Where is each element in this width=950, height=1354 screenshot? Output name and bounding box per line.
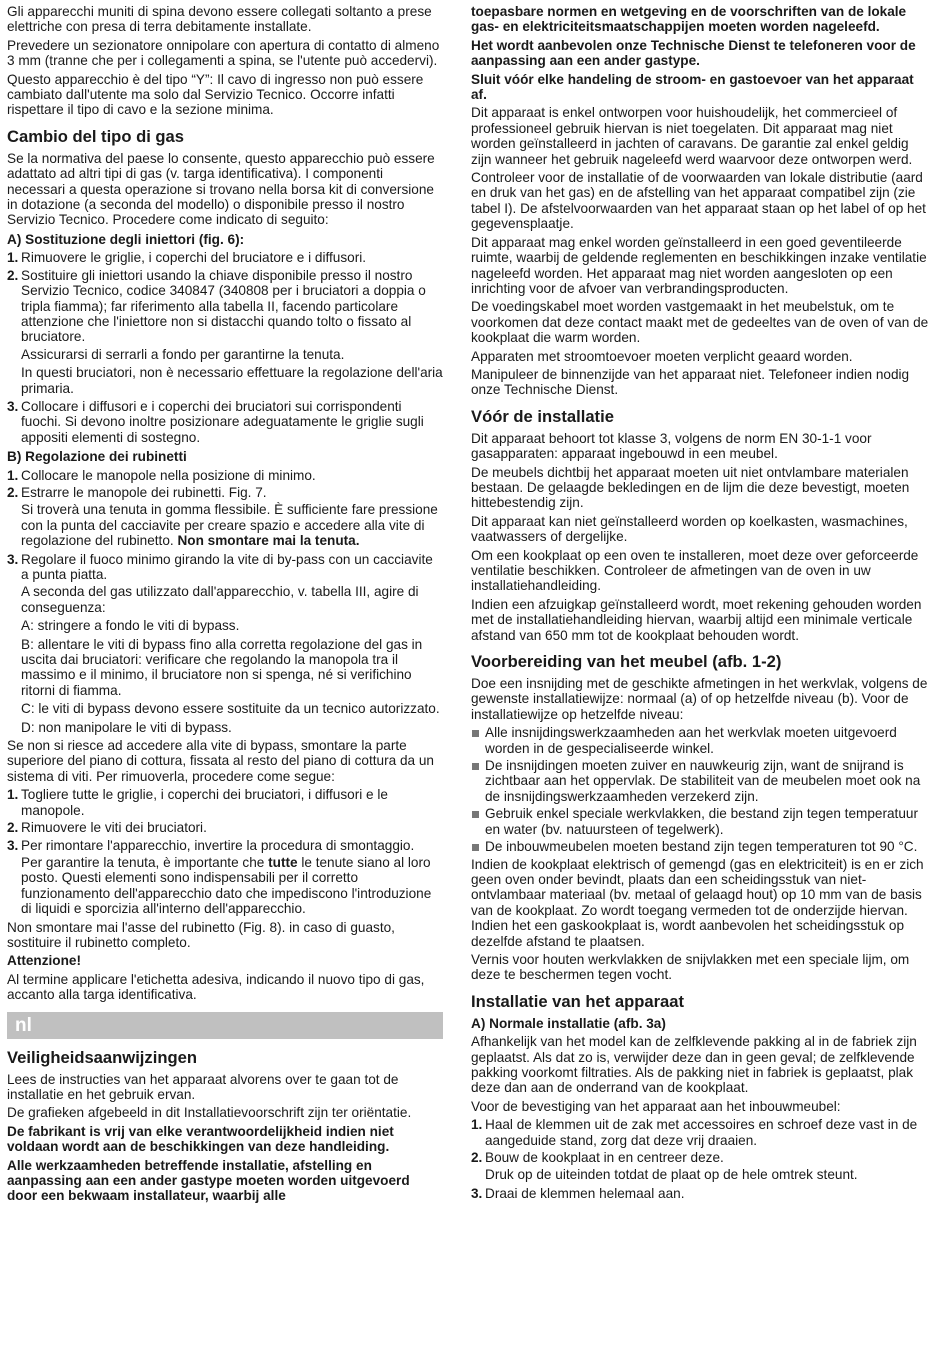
bullet-text: De insnijdingen moeten zuiver en nauwkeurig zijn, want de snijrand is zichtbaar aan het oppervlak. De stabiliteit van de meubelen moet ook na de insnijdingswerkzaamheden verzekerd zijn. bbox=[485, 758, 921, 804]
left-column bbox=[7, 4, 443, 1207]
paragraph: Doe een insnijding met de geschikte afmetingen in het werkvlak, volgens de gewenste installatiewijze: normaal (a) of op hetzelfde niveau (b). Voor de installatiewijze op hetzelfde niveau: bbox=[471, 676, 928, 722]
paragraph: Lees de instructies van het apparaat alvorens over te gaan tot de installatie en het gebruik ervan. bbox=[7, 1071, 399, 1102]
list-item bbox=[7, 485, 443, 500]
list-item bbox=[471, 1186, 931, 1201]
section-heading: Veiligheidsaanwijzingen bbox=[7, 1047, 197, 1067]
paragraph: Dit apparaat mag enkel worden geïnstalleerd in een goed geventileerde ruimte, waarbij de geldende reglementen en beschikkingen inzake ventilatie nageleefd worden. Het apparaat mag niet worden aangesloten op een inrichting voor de afvoer van verbrandingsproducten. bbox=[471, 234, 927, 296]
paragraph: Indien een afzuigkap geïnstalleerd wordt, moet rekening gehouden worden met de installatiehandleiding hiervan, waarbij altijd een minimale verticale afstand van 650 mm tot de kookplaat behouden wordt. bbox=[471, 596, 922, 643]
subsection-heading: A) Sostituzione degli iniettori (fig. 6): bbox=[7, 231, 245, 247]
indented-paragraph: Assicurarsi di serrarli a fondo per garantirne la tenuta. bbox=[21, 346, 345, 362]
paragraph: Dit apparaat is enkel ontworpen voor huishoudelijk, het commercieel of professioneel gebruik hiervan is niet toegelaten. Dit apparaat mag niet worden geïnstalleerd in jachten of caravans. De garantie zal enkel geldig zijn wanneer het gebruik nageleefd werd waarvoor deze ontworpen werd. bbox=[471, 105, 913, 167]
list-item bbox=[7, 552, 443, 583]
paragraph: Vernis voor houten werkvlakken de snijvlakken met een speciale lijm, om deze te beschermen tegen vocht. bbox=[471, 951, 910, 983]
section-heading: Voorbereiding van het meubel (afb. 1-2) bbox=[471, 652, 782, 672]
list-number: 1. bbox=[471, 1117, 483, 1133]
list-item bbox=[7, 268, 443, 345]
list-number: 3. bbox=[7, 398, 19, 414]
bullet-text: De inbouwmeubelen moeten bestand zijn tegen temperaturen tot 90 °C. bbox=[485, 839, 918, 855]
list-item-text: Draai de klemmen helemaal aan. bbox=[485, 1185, 685, 1201]
list-item-text: Estrarre le manopole dei rubinetti. Fig. 7. bbox=[21, 484, 267, 500]
paragraph: Voor de bevestiging van het apparaat aan het inbouwmeubel: bbox=[471, 1098, 841, 1114]
list-number: 1. bbox=[7, 250, 19, 266]
list-item-text: Bouw de kookplaat in en centreer deze. bbox=[485, 1150, 724, 1165]
paragraph: Om een kookplaat op een oven te installeren, moet deze over geforceerde ventilatie beschikken. Controleer de afmetingen van de oven in uw installatiehandleiding. bbox=[471, 547, 919, 594]
section-heading: Installatie van het apparaat bbox=[471, 991, 685, 1011]
list-number: 3. bbox=[7, 837, 19, 853]
paragraph: Dit apparaat behoort tot klasse 3, volgens de norm EN 30-1-1 voor gasapparaten: apparaat ingebouwd in een meubel. bbox=[471, 430, 872, 462]
bold-warning: Non smontare mai la tenuta. bbox=[177, 533, 360, 549]
list-item bbox=[7, 468, 443, 483]
indented-paragraph: C: le viti di bypass devono essere sostituite da un tecnico autorizzato. bbox=[21, 701, 440, 717]
bold-paragraph: Alle werkzaamheden betreffende installatie, afstelling en aanpassing aan een ander gastype moeten worden uitgevoerd door een bekwaam installateur, waarbij alle bbox=[7, 1157, 410, 1204]
list-item bbox=[7, 250, 443, 265]
list-item-text: Sostituire gli iniettori usando la chiave disponibile presso il nostro Servizio Tecnico, codice 340847 (340808 per i bruciatori a doppia o tripla fiamma); far riferimento alla tabella II, facendo particolare attenzione che l'iniettore non si distacchi quando tolto o fissato al bruciatore. bbox=[21, 267, 426, 345]
bullet-item bbox=[471, 806, 931, 837]
right-column bbox=[471, 4, 931, 1203]
bullet-item bbox=[471, 725, 931, 756]
paragraph: De voedingskabel moet worden vastgemaakt in het meubelstuk, om te voorkomen dat deze contact maakt met de gedeeltes van de oven of van de kookplaat die warm worden. bbox=[471, 299, 929, 346]
subsection-heading: B) Regolazione dei rubinetti bbox=[7, 449, 187, 465]
bullet-item bbox=[471, 839, 931, 854]
text-run: Per garantire la tenuta, è importante che bbox=[21, 854, 269, 870]
list-item-text: Collocare le manopole nella posizione di minimo. bbox=[21, 467, 316, 483]
indented-paragraph: D: non manipolare le viti di bypass. bbox=[21, 719, 232, 735]
paragraph: Al termine applicare l'etichetta adesiva, indicando il nuovo tipo di gas, accanto alla targa identificativa. bbox=[7, 971, 425, 1003]
paragraph: Apparaten met stroomtoevoer moeten verplicht geaard worden. bbox=[471, 348, 853, 364]
bullet-square-icon bbox=[472, 763, 479, 770]
list-number: 2. bbox=[7, 820, 19, 836]
paragraph: De meubels dichtbij het apparaat moeten uit niet ontvlambare materialen bestaan. De gelaagde bekledingen en de lijm die deze bevestigt, moeten hittebestendig zijn. bbox=[471, 464, 910, 511]
paragraph: Indien de kookplaat elektrisch of gemengd (gas en elektriciteit) is en er zich geen oven onder bevindt, plaats dan een scheidingsstuk van niet-ontvlambaar materiaal (bv. metaal of gelaagd hout) op 10 mm van de basis van de kookplaat. Zo wordt toegang vermeden tot de onderzijde hiervan. Indien het een gaskookplaat is, wordt aanbevolen het scheidingsstuk op dezelfde afstand te plaatsen. bbox=[471, 856, 924, 949]
list-item-text: Haal de klemmen uit de zak met accessoires en schroef deze vast in de aangeduide stand, zorg dat deze vrij draaien. bbox=[485, 1117, 918, 1148]
indented-paragraph: In questi bruciatori, non è necessario effettuare la regolazione dell'aria primaria. bbox=[21, 365, 443, 396]
text-run: Si troverà una tenuta in gomma flessibile. È sufficiente fare pressione con la punta del cacciavite per creare spazio e accedere alla vite di regolazione del rubinetto. bbox=[21, 502, 438, 549]
bold-paragraph: De fabrikant is vrij van elke verantwoordelijkheid indien niet voldaan wordt aan de beschikkingen van deze handleiding. bbox=[7, 1123, 394, 1155]
list-item-text: Rimuovere le viti dei bruciatori. bbox=[21, 820, 207, 836]
list-number: 2. bbox=[7, 267, 19, 283]
list-item bbox=[471, 1117, 931, 1148]
paragraph: Prevedere un sezionatore onnipolare con apertura di contatto di almeno 3 mm (tranne che per i collegamenti a spina, se l'utente può accedervi). bbox=[7, 37, 440, 69]
bullet-text: Gebruik enkel speciale werkvlakken, die bestand zijn tegen temperatuur en water (bv. natuursteen of tegelwerk). bbox=[485, 806, 918, 837]
list-item-text: Per rimontare l'apparecchio, invertire la procedura di smontaggio. bbox=[21, 837, 415, 853]
indented-paragraph bbox=[7, 855, 443, 917]
bold-paragraph: Het wordt aanbevolen onze Technische Dienst te telefoneren voor de aanpassing aan een ander gastype. bbox=[471, 37, 916, 69]
indented-paragraph bbox=[7, 502, 443, 548]
paragraph: Se la normativa del paese lo consente, questo apparecchio può essere adattato ad altri tipi di gas (v. targa identificativa). I componenti necessari a questa operazione si trovano nella borsa kit di conversione in dotazione (a seconda del modello) o disponibile presso il nostro Servizio Tecnico. Procedere come indicato di seguito: bbox=[7, 150, 435, 228]
bold-word: tutte bbox=[268, 854, 298, 870]
language-bar: nl bbox=[7, 1012, 443, 1039]
paragraph: Controleer voor de installatie of de voorwaarden van lokale distributie (aard en druk van het gas) en de afstelling van het apparaat compatibel zijn (zie tabel I). De afstelvoorwaarden van het apparaat staan op het label of op het gegevensplaatje. bbox=[471, 170, 926, 232]
list-number: 1. bbox=[7, 787, 19, 803]
paragraph: Questo apparecchio è del tipo “Y”: Il cavo di ingresso non può essere cambiato dall'utente ma solo dal Servizio Tecnico. Occorre infatti rispettare il tipo di cavo e la sezione minima. bbox=[7, 71, 424, 118]
list-number: 3. bbox=[7, 551, 19, 567]
paragraph: Manipuleer de binnenzijde van het apparaat niet. Telefoneer indien nodig onze Technische Dienst. bbox=[471, 366, 910, 398]
indented-paragraph: A seconda del gas utilizzato dall'apparecchio, v. tabella III, agire di conseguenza: bbox=[21, 584, 419, 615]
bullet-text: Alle insnijdingswerkzaamheden aan het werkvlak moeten uitgevoerd worden in de gespecialiseerde winkel. bbox=[485, 725, 897, 756]
paragraph: Dit apparaat kan niet geïnstalleerd worden op koelkasten, wasmachines, vaatwassers of dergelijke. bbox=[471, 513, 908, 545]
paragraph: Non smontare mai l'asse del rubinetto (Fig. 8). in caso di guasto, sostituire il rubinetto completo. bbox=[7, 919, 395, 950]
list-item-text: Togliere tutte le griglie, i coperchi dei bruciatori, i diffusori e le manopole. bbox=[21, 787, 388, 818]
list-item-text: Rimuovere le griglie, i coperchi del bruciatore e i diffusori. bbox=[21, 250, 367, 266]
section-heading: Cambio del tipo di gas bbox=[7, 126, 185, 146]
list-item-text: Regolare il fuoco minimo girando la vite di by-pass con un cacciavite a punta piatta. bbox=[21, 551, 433, 582]
paragraph: Se non si riesce ad accedere alla vite di bypass, smontare la parte superiore del piano di cottura, fissata al resto del piano di cottura da un sistema di viti. Per rimuoverla, procedere come segue: bbox=[7, 738, 434, 784]
subsection-heading: A) Normale installatie (afb. 3a) bbox=[471, 1015, 666, 1031]
paragraph: Gli apparecchi muniti di spina devono essere collegati soltanto a prese elettriche con presa di terra debitamente installate. bbox=[7, 4, 432, 35]
list-number: 1. bbox=[7, 467, 19, 483]
attention-label: Attenzione! bbox=[7, 953, 82, 969]
list-number: 2. bbox=[471, 1150, 483, 1165]
bold-paragraph: Sluit vóór elke handeling de stroom- en gastoevoer van het apparaat af. bbox=[471, 71, 914, 103]
list-item bbox=[7, 838, 443, 853]
text-run: le tenute siano al loro posto. Questi elementi sono indispensabili per il corretto funzionamento dell'apparecchio dato che impediscono l'introduzione di liquidi e sporcizia all'interno dell'apparecchio. bbox=[21, 854, 432, 917]
list-item bbox=[471, 1150, 931, 1165]
indented-paragraph: Druk op de uiteinden totdat de plaat op de hele omtrek steunt. bbox=[485, 1167, 858, 1183]
paragraph: De grafieken afgebeeld in dit Installatievoorschrift zijn ter oriëntatie. bbox=[7, 1105, 412, 1121]
list-item bbox=[7, 787, 443, 818]
section-heading: Vóór de installatie bbox=[471, 406, 614, 426]
list-number: 2. bbox=[7, 484, 19, 500]
list-item bbox=[7, 399, 443, 445]
bold-paragraph: toepasbare normen en wetgeving en de voorschriften van de lokale gas- en elektriciteitsmaatschappijen moeten worden nageleefd. bbox=[471, 4, 907, 35]
bullet-square-icon bbox=[472, 844, 479, 851]
indented-paragraph: A: stringere a fondo le viti di bypass. bbox=[21, 618, 240, 634]
list-number: 3. bbox=[471, 1185, 483, 1201]
paragraph: Afhankelijk van het model kan de zelfklevende pakking al in de fabriek zijn geplaatst. Als dat zo is, verwijder deze dan in geen geval; de zelfklevende pakking voorkomt filtraties. Als de pakking niet in fabriek is geplaatst, plak deze dan aan de onderrand van de kookplaat. bbox=[471, 1034, 917, 1096]
list-item-text: Collocare i diffusori e i coperchi dei bruciatori sui corrispondenti fuochi. Si devono inoltre posizionare adeguatamente le griglie sugli appositi elementi di sostegno. bbox=[21, 398, 424, 445]
bullet-square-icon bbox=[472, 811, 479, 818]
indented-paragraph: B: allentare le viti di bypass fino alla corretta regolazione del gas in uscita dai bruciatori: verificare che regolando la manopola tra il massimo e il minimo, il bruciatore non si spenga, né si verifichino ritorni di fiamma. bbox=[21, 636, 423, 698]
bullet-item bbox=[471, 758, 931, 804]
list-item bbox=[7, 820, 443, 835]
bullet-square-icon bbox=[472, 730, 479, 737]
